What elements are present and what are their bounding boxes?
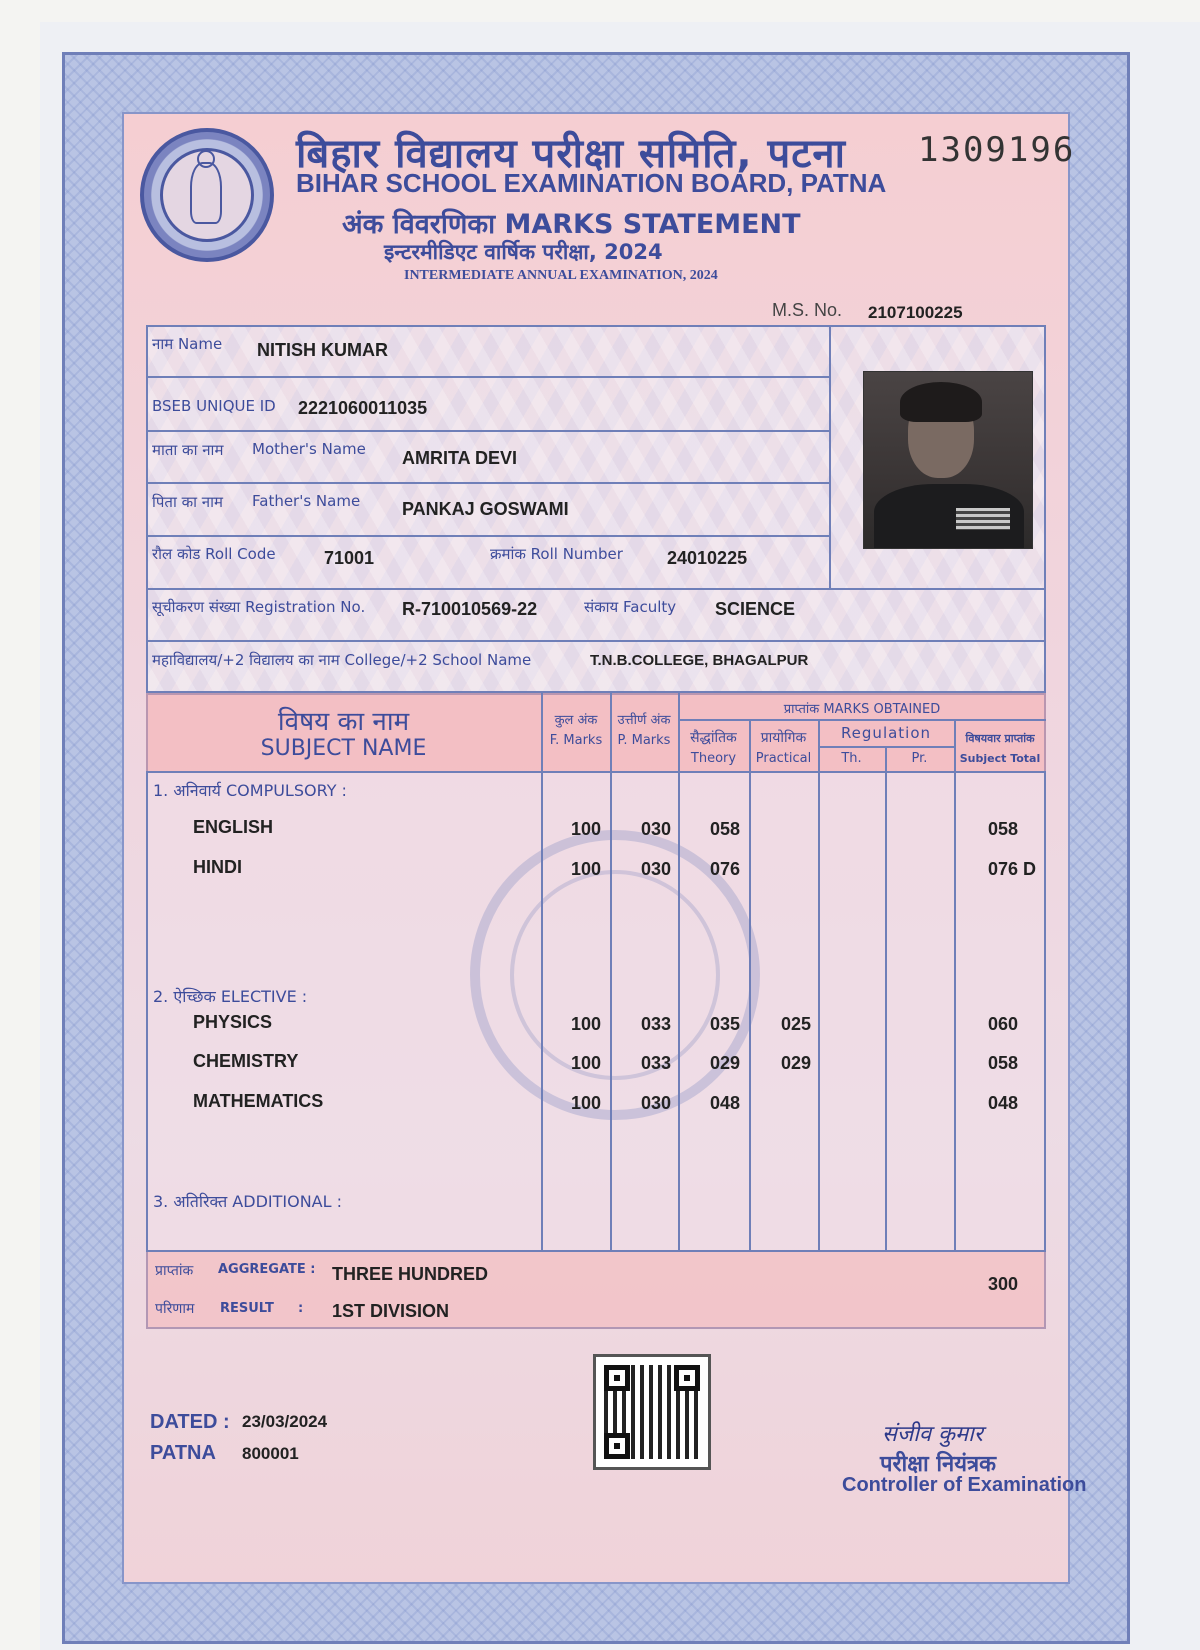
exam-title-hindi: इन्टरमीडिएट वार्षिक परीक्षा, 2024: [384, 240, 663, 264]
practical-header-hindi: प्रायोगिक: [760, 730, 807, 746]
subject-total: 060: [987, 1014, 1018, 1034]
document-title: अंक विवरणिका MARKS STATEMENT: [342, 209, 801, 240]
serial-number: 1309196: [918, 130, 1076, 170]
marks-obtained-header: प्राप्तांक MARKS OBTAINED: [783, 702, 941, 717]
header-bottom-line: [146, 771, 1046, 773]
full-marks: 100: [570, 1014, 602, 1034]
column-divider: [885, 746, 887, 1250]
full-marks-header-english: F. Marks: [549, 733, 603, 748]
roll-number-value: 24010225: [667, 548, 748, 568]
row-divider: [146, 588, 1046, 590]
father-name: PANKAJ GOSWAMI: [402, 499, 569, 519]
roll-code-label: रौल कोड Roll Code: [152, 545, 276, 563]
aggregate-total: 300: [987, 1274, 1018, 1294]
board-title-hindi: बिहार विद्यालय परीक्षा समिति, पटना: [296, 131, 846, 177]
subject-total-header-english: Subject Total: [959, 752, 1041, 765]
pass-marks: 033: [640, 1053, 672, 1073]
full-marks: 100: [570, 1053, 602, 1073]
college-label: महाविद्यालय/+2 विद्यालय का नाम College/+2 School Name: [152, 651, 532, 669]
father-label-english: Father's Name: [252, 492, 361, 510]
aggregate-label-hindi: प्राप्तांक: [155, 1263, 194, 1279]
regulation-header: Regulation: [840, 724, 932, 742]
qr-finder: [674, 1365, 700, 1391]
controller-signature: संजीव कुमार: [882, 1422, 983, 1447]
result-label-hindi: परिणाम: [155, 1301, 195, 1317]
theory-header-hindi: सैद्धांतिक: [690, 730, 737, 746]
result-colon: :: [298, 1301, 304, 1316]
column-divider: [749, 719, 751, 1250]
subject-total-header-hindi: विषयवार प्राप्तांक: [965, 732, 1035, 745]
pass-marks: 030: [640, 819, 672, 839]
theory-marks: 029: [709, 1053, 741, 1073]
regulation-theory-header: Th.: [841, 751, 862, 766]
pass-marks: 030: [640, 859, 672, 879]
registration-value: R-710010569-22: [402, 599, 538, 619]
theory-marks: 058: [709, 819, 741, 839]
controller-title-hindi: परीक्षा नियंत्रक: [880, 1452, 997, 1477]
college-name: T.N.B.COLLEGE, BHAGALPUR: [590, 652, 809, 669]
roll-number-label: क्रमांक Roll Number: [490, 545, 623, 563]
theory-marks: 048: [709, 1093, 741, 1113]
row-divider: [146, 535, 830, 537]
row-divider: [146, 376, 830, 378]
subject-total: 048: [987, 1093, 1018, 1113]
header-divider: [678, 719, 1046, 721]
faculty-value: SCIENCE: [715, 599, 796, 619]
theory-marks: 035: [709, 1014, 741, 1034]
exam-title-english: INTERMEDIATE ANNUAL EXAMINATION, 2024: [404, 268, 718, 283]
dated-label: DATED :: [150, 1411, 230, 1433]
name-label: नाम Name: [152, 335, 223, 353]
column-divider: [610, 693, 612, 1250]
row-divider: [146, 430, 830, 432]
qr-code: [593, 1354, 711, 1470]
pass-marks-header-hindi: उत्तीर्ण अंक: [617, 713, 671, 728]
student-name: NITISH KUMAR: [257, 340, 388, 360]
place-label: PATNA: [150, 1442, 216, 1464]
section-additional: 3. अतिरिक्त ADDITIONAL :: [153, 1192, 343, 1211]
subject-header-hindi: विषय का नाम: [277, 707, 410, 737]
father-label-hindi: पिता का नाम: [152, 493, 223, 511]
subject-header-english: SUBJECT NAME: [260, 736, 427, 761]
result-label-english: RESULT: [220, 1301, 274, 1316]
photo-divider: [829, 325, 831, 589]
mother-label-hindi: माता का नाम: [152, 441, 224, 459]
subject-total: 058: [987, 1053, 1018, 1073]
pass-marks: 030: [640, 1093, 672, 1113]
board-seal-logo: [140, 128, 274, 262]
subject-name: PHYSICS: [193, 1012, 273, 1032]
mother-label-english: Mother's Name: [252, 440, 366, 458]
subject-name: MATHEMATICS: [193, 1091, 324, 1111]
photo-hair: [900, 382, 982, 422]
registration-label: सूचीकरण संख्या Registration No.: [152, 598, 366, 616]
ms-number-label: M.S. No.: [772, 300, 843, 320]
section-elective: 2. ऐच्छिक ELECTIVE :: [153, 987, 308, 1006]
mother-name: AMRITA DEVI: [402, 448, 517, 468]
subject-name: ENGLISH: [193, 817, 274, 837]
full-marks-header-hindi: कुल अंक: [554, 713, 598, 728]
subject-name: CHEMISTRY: [193, 1051, 299, 1071]
practical-marks: 025: [780, 1014, 812, 1034]
aggregate-label-english: AGGREGATE :: [218, 1262, 316, 1277]
ms-number-value: 2107100225: [868, 303, 963, 322]
controller-title-english: Controller of Examination: [842, 1474, 1087, 1496]
full-marks: 100: [570, 859, 602, 879]
row-divider: [146, 482, 830, 484]
aggregate-words: THREE HUNDRED: [332, 1264, 489, 1284]
header-divider: [818, 746, 954, 748]
column-divider: [954, 719, 956, 1250]
pass-marks-header-english: P. Marks: [617, 733, 671, 748]
section-compulsory: 1. अनिवार्य COMPULSORY :: [153, 781, 347, 800]
result-value: 1ST DIVISION: [332, 1301, 450, 1321]
faculty-label: संकाय Faculty: [584, 598, 677, 616]
photo-shirt-stripe: [956, 508, 1010, 530]
theory-marks: 076: [709, 859, 741, 879]
board-title-english: BIHAR SCHOOL EXAMINATION BOARD, PATNA: [296, 168, 887, 198]
full-marks: 100: [570, 819, 602, 839]
row-divider: [146, 640, 1046, 642]
uid-value: 2221060011035: [298, 398, 428, 418]
uid-label: BSEB UNIQUE ID: [152, 397, 276, 415]
regulation-practical-header: Pr.: [911, 751, 928, 766]
practical-marks: 029: [780, 1053, 812, 1073]
issue-date: 23/03/2024: [242, 1412, 328, 1431]
column-divider: [818, 719, 820, 1250]
qr-finder: [604, 1365, 630, 1391]
column-divider: [541, 693, 543, 1250]
column-divider: [678, 693, 680, 1250]
place-pin: 800001: [242, 1444, 299, 1463]
full-marks: 100: [570, 1093, 602, 1113]
subject-name: HINDI: [193, 857, 242, 877]
student-photo: [863, 371, 1033, 549]
subject-total: 058: [987, 819, 1018, 839]
roll-code-value: 71001: [324, 548, 375, 568]
seal-figure: [190, 162, 222, 224]
pass-marks: 033: [640, 1014, 672, 1034]
subject-total: 076 D: [987, 859, 1036, 879]
qr-finder: [604, 1433, 630, 1459]
practical-header-english: Practical: [755, 751, 812, 766]
theory-header-english: Theory: [690, 751, 737, 766]
